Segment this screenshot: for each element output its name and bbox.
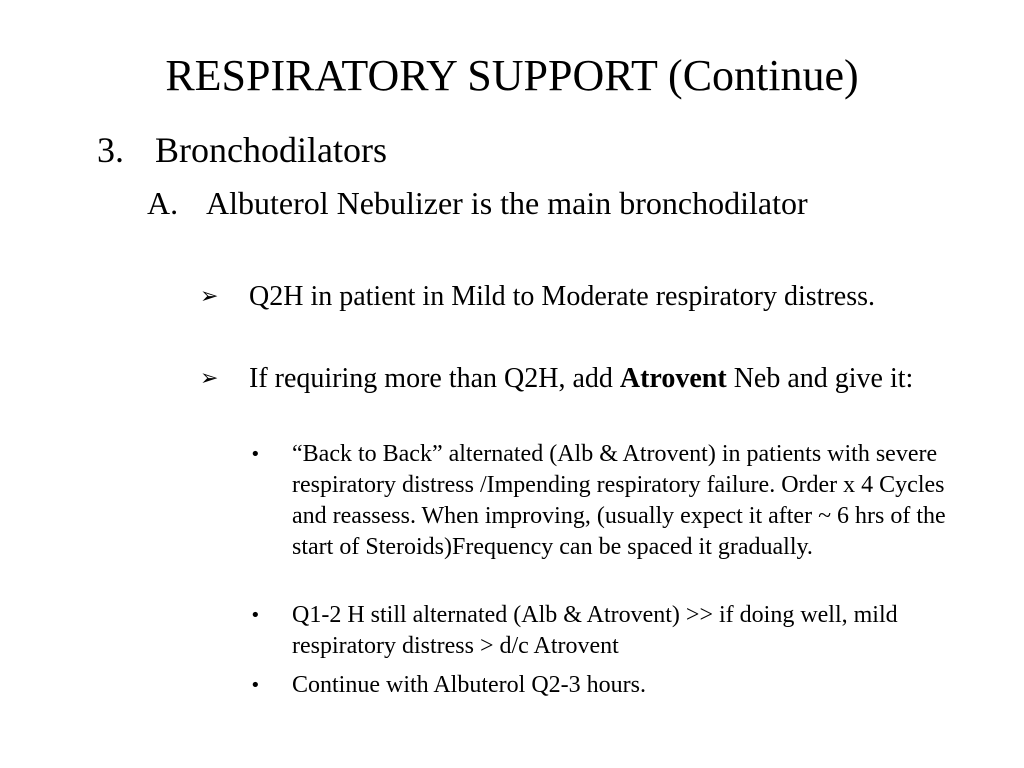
text-segment: Neb and give it:: [726, 363, 914, 394]
list-item-text: Albuterol Nebulizer is the main bronchodilator: [206, 185, 808, 221]
list-letter: A.: [147, 185, 179, 221]
dot-bullet-item: [250, 600, 952, 662]
slide-title: RESPIRATORY SUPPORT (Continue): [165, 51, 859, 100]
bold-term: Atrovent: [619, 363, 727, 394]
list-item-text: Q2H in patient in Mild to Moderate respiratory distress.: [249, 281, 875, 312]
list-item-text: “Back to Back” alternated (Alb & Atrovent) in patients with severe respiratory distress /Impending respiratory failure. Order x 4 Cycles and reassess. When improving, (usually expect it after ~ 6 hrs of the start of Steroids)Frequency can be spaced it gradually.: [292, 441, 946, 560]
text-segment: If requiring more than Q2H, add: [249, 363, 620, 394]
bullet-dot-icon: •: [250, 444, 261, 465]
bullet-dot-icon: •: [250, 605, 261, 626]
arrow-bullet-item: [200, 281, 929, 313]
list-item-text: Continue with Albuterol Q2-3 hours.: [292, 672, 646, 698]
list-number: 3.: [97, 130, 124, 170]
list-item-text: Bronchodilators: [155, 130, 387, 170]
list-item-text: [249, 363, 929, 395]
bullet-dot-icon: •: [250, 675, 261, 696]
arrow-bullet-icon: ➢: [200, 366, 219, 391]
lettered-item-albuterol: [147, 184, 846, 222]
numbered-item-bronchodilators: [97, 127, 387, 173]
list-item-text: Q1-2 H still alternated (Alb & Atrovent) >> if doing well, mild respiratory distress > d/c Atrovent: [292, 602, 898, 659]
dot-bullet-item: [250, 439, 952, 563]
dot-bullet-item: [250, 670, 952, 701]
arrow-bullet-icon: ➢: [200, 284, 219, 309]
arrow-bullet-item: [200, 363, 929, 395]
